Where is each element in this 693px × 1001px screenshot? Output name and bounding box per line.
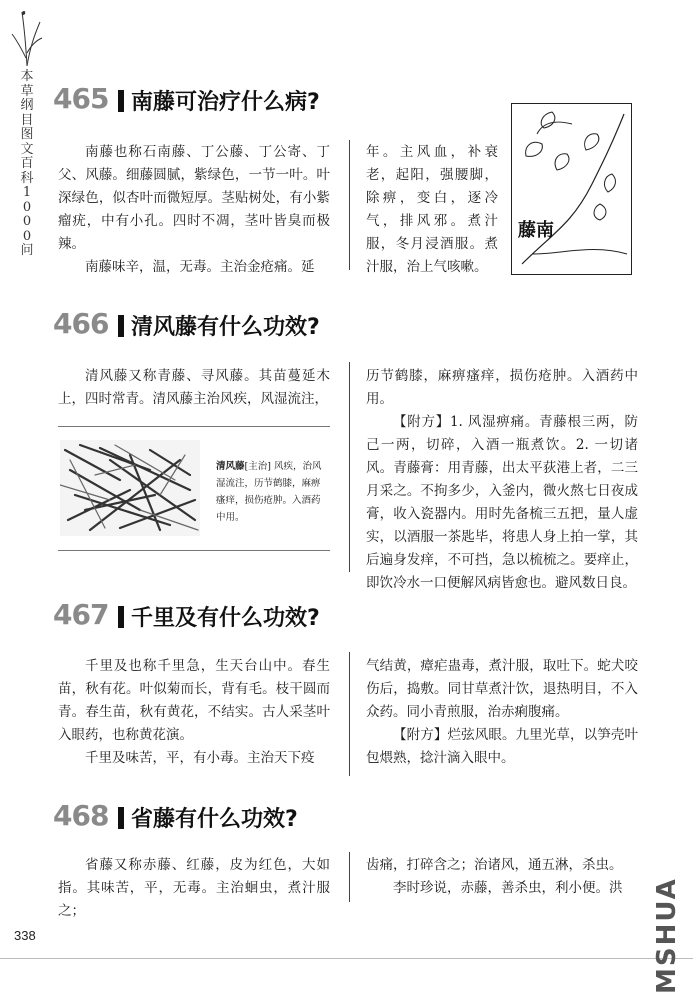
- section-466-right-column: [366, 365, 638, 595]
- section-465-left-column: [58, 141, 330, 279]
- qingfengteng-photo: [60, 440, 200, 536]
- section-number: 465: [53, 82, 109, 115]
- page-number: 338: [14, 928, 36, 943]
- nanteng-illustration: [511, 103, 632, 275]
- section-heading: 千里及有什么功效?: [131, 606, 320, 631]
- footer-rule: [0, 958, 693, 959]
- paragraph: 李时珍说，赤藤，善杀虫，利小便。洪: [393, 880, 623, 896]
- paragraph: 千里及也称千里急，生天台山中。春生苗，秋有花。叶似菊而长，背有毛。枝干圆而青。春生苗，秋有黄花，不结实。古人采茎叶入眼药，也称黄花演。: [58, 658, 330, 743]
- section-465-right-column: [366, 141, 498, 279]
- column-divider: [349, 362, 350, 572]
- paragraph: 【附方】1. 风湿痹痛。青藤根三两，防己一两，切碎，入酒一瓶煮饮。2. 一切诸风。青藤膏：用青藤，出太平荻港上者，二三月采之。不拘多少，入釜内，微火熬七日夜成膏，收入瓷器内。用时先备梳三五把，量人虚实，以酒服一茶匙毕，将患人身上拍一掌，其后遍身发痒，不可挡，急以梳梳之。要痒止，即饮冷水一口便解风病皆愈也。避风数日良。: [366, 414, 638, 591]
- orchid-decoration-icon: [10, 8, 44, 68]
- heading-bar: [118, 807, 124, 829]
- section-number: 466: [53, 307, 109, 340]
- section-468-right-column: [366, 854, 638, 900]
- section-heading: 清风藤有什么功效?: [131, 315, 320, 340]
- paragraph: 省藤又称赤藤、红藤，皮为红色，大如指。其味苦，平，无毒。主治蛔虫，煮汁服之；: [58, 857, 330, 919]
- section-number: 468: [53, 799, 109, 832]
- column-divider: [349, 852, 350, 902]
- paragraph: 年。主风血，补衰老，起阳，强腰脚，除痹，变白，逐冷气，排风邪。煮汁服，冬月浸酒服。煮汁服，治上气咳嗽。: [366, 144, 498, 275]
- figure-top-rule: [58, 426, 330, 427]
- paragraph: 气结黄，瘴疟蛊毒，煮汁服，取吐下。蛇犬咬伤后，捣敷。同甘草煮汁饮，退热明目，不入众药。同小青煎服，治赤痢腹痛。: [366, 658, 638, 720]
- section-466-left-column: [58, 365, 330, 411]
- figure-bottom-rule: [58, 550, 330, 551]
- paragraph: 南藤味辛，温，无毒。主治金疮痛。延: [85, 259, 315, 275]
- photo-caption: [216, 458, 328, 526]
- illustration-label: 藤南: [518, 220, 554, 241]
- vine-drawing-icon: [512, 104, 631, 274]
- caption-name: 清风藤: [216, 461, 245, 472]
- watermark: MSHUA: [652, 877, 682, 994]
- paragraph: 千里及味苦，平，有小毒。主治天下疫: [85, 750, 315, 766]
- paragraph: 清风藤又称青藤、寻风藤。其苗蔓延木上，四时常青。清风藤主治风疾，风湿流注，: [58, 368, 330, 407]
- paragraph: 历节鹤膝，麻痹瘙痒，损伤疮肿。入酒药中用。: [366, 368, 638, 407]
- heading-bar: [118, 90, 124, 112]
- section-468-left-column: [58, 854, 330, 923]
- section-heading: 南藤可治疗什么病?: [131, 90, 320, 115]
- section-number: 467: [53, 598, 109, 631]
- paragraph: 【附方】烂弦风眼。九里光草，以笋壳叶包煨熟，捻汁滴入眼中。: [366, 727, 638, 766]
- column-divider: [349, 652, 350, 776]
- paragraph: 南藤也称石南藤、丁公藤、丁公寄、丁父、风藤。细藤圆腻，紫绿色，一节一叶。叶深绿色，似杏叶而微短厚。茎贴树处，有小紫瘤疣，中有小孔。四时不凋，茎叶皆臭而极辣。: [58, 144, 330, 252]
- section-heading: 省藤有什么功效?: [131, 807, 298, 832]
- running-title: 本草纲目图文百科1000问: [20, 69, 34, 258]
- paragraph: 齿痛，打碎含之；治诸风，通五淋，杀虫。: [366, 857, 623, 873]
- heading-bar: [118, 315, 124, 337]
- heading-bar: [118, 606, 124, 628]
- section-467-right-column: [366, 655, 638, 770]
- caption-text: [主治] 风疾，治风湿流注，历节鹤膝，麻痹瘙痒，损伤疮肿。入酒药中用。: [216, 461, 322, 523]
- section-467-left-column: [58, 655, 330, 770]
- column-divider: [349, 140, 350, 270]
